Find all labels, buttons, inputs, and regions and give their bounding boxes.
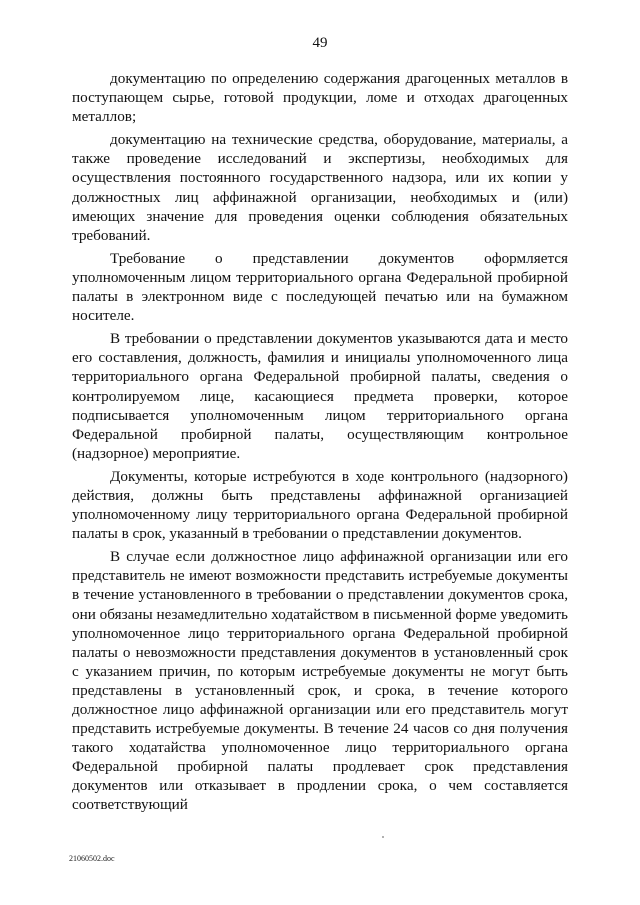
scan-artifact-dot: [382, 836, 384, 838]
footer-doc-id: 21060502.doc: [69, 854, 115, 863]
body-text: [72, 69, 568, 815]
page-number: 49: [312, 35, 328, 51]
paragraph-6: В случае если должностное лицо аффинажной организации или его представитель не имеют возможности представить истребуемые документы в течение установленного в требовании о представлении документов срока, они обязаны незамедлительно ходатайством в письменной форме уведомить уполномоченное лицо территориального органа Федеральной пробирной палаты о невозможности представления документов в установленный срок с указанием причин, по которым истребуемые документы не могут быть представлены в установленный срок, и срока, в течение которого должностное лицо аффинажной организации или его представитель могут представить истребуемые документы. В течение 24 часов со дня получения такого ходатайства уполномоченное лицо территориального органа Федеральной пробирной палаты продлевает срок представления документов или отказывает в продлении срока, о чем составляется соответствующий: [72, 548, 568, 814]
paragraph-3: Требование о представлении документов оформляется уполномоченным лицом территориального органа Федеральной пробирной палаты в электронном виде с последующей печатью или на бумажном носителе.: [72, 249, 568, 325]
paragraph-1: документацию по определению содержания драгоценных металлов в поступающем сырье, готовой продукции, ломе и отходах драгоценных металлов;: [72, 70, 568, 126]
paragraph-4: В требовании о представлении документов указываются дата и место его составления, должность, фамилия и инициалы уполномоченного лица территориального органа Федеральной пробирной палаты, сведения о контролируемом лице, касающиеся предмета проверки, которое подписывается уполномоченным лицом территориального органа Федеральной пробирной палаты, осуществляющим контрольное (надзорное) мероприятие.: [72, 330, 568, 462]
paragraph-2: документацию на технические средства, оборудование, материалы, а также проведение исследований и экспертизы, необходимых для осуществления постоянного государственного надзора, или их копии у должностных лиц аффинажной организации, необходимых и (или) имеющих значение для проведения оценки соблюдения обязательных требований.: [72, 131, 568, 244]
paragraph-5: Документы, которые истребуются в ходе контрольного (надзорного) действия, должны быть представлены аффинажной организацией уполномоченному лицу территориального органа Федеральной пробирной палаты в срок, указанный в требовании о представлении документов.: [72, 467, 568, 543]
